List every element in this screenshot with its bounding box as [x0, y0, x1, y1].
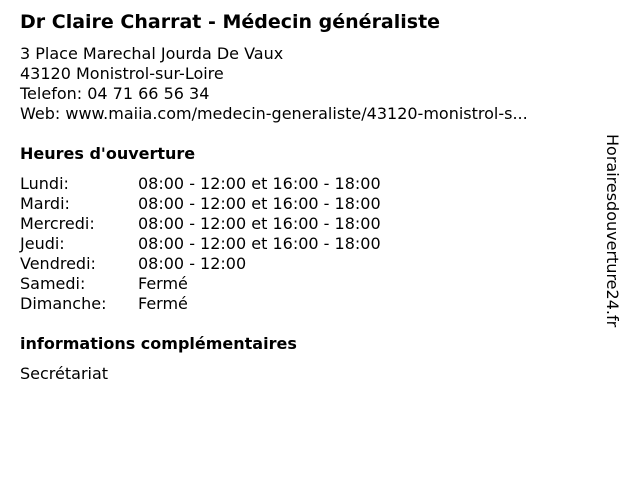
time-range: Fermé — [138, 274, 188, 293]
day-label: Jeudi: — [20, 234, 65, 253]
time-range: Fermé — [138, 294, 188, 313]
day-label: Mardi: — [20, 194, 70, 213]
site-watermark: Horairesdouverture24.fr — [603, 134, 622, 328]
additional-info-text: Secrétariat — [20, 364, 109, 383]
day-label: Vendredi: — [20, 254, 96, 273]
day-label: Lundi: — [20, 174, 69, 193]
website-url: Web: www.maiia.com/medecin-generaliste/43120-monistrol-s... — [20, 104, 528, 123]
time-range: 08:00 - 12:00 et 16:00 - 18:00 — [138, 174, 381, 193]
additional-info-heading: informations complémentaires — [20, 334, 297, 353]
phone-number: Telefon: 04 71 66 56 34 — [20, 84, 210, 103]
time-range: 08:00 - 12:00 et 16:00 - 18:00 — [138, 194, 381, 213]
street-address: 3 Place Marechal Jourda De Vaux — [20, 44, 284, 63]
time-range: 08:00 - 12:00 et 16:00 - 18:00 — [138, 234, 381, 253]
time-range: 08:00 - 12:00 — [138, 254, 247, 273]
time-range: 08:00 - 12:00 et 16:00 - 18:00 — [138, 214, 381, 233]
day-label: Mercredi: — [20, 214, 95, 233]
day-label: Dimanche: — [20, 294, 107, 313]
opening-hours-heading: Heures d'ouverture — [20, 144, 196, 163]
contact-block — [20, 44, 528, 124]
city-postal-code: 43120 Monistrol-sur-Loire — [20, 64, 224, 83]
page-title: Dr Claire Charrat - Médecin généraliste — [20, 11, 441, 33]
day-label: Samedi: — [20, 274, 86, 293]
